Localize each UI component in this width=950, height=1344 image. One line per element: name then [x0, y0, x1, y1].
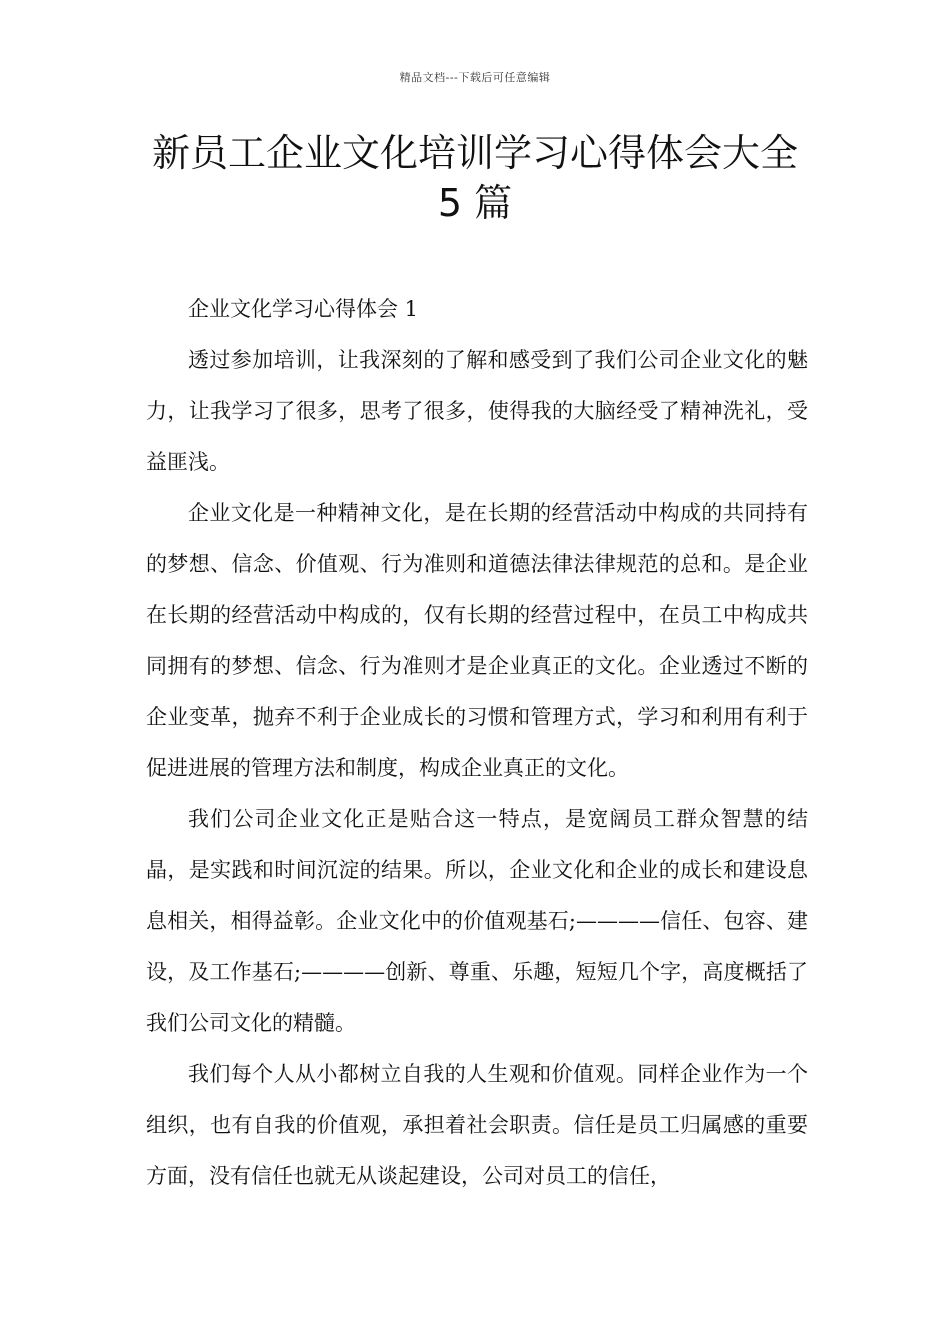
paragraph-4: 我们每个人从小都树立自我的人生观和价值观。同样企业作为一个组织，也有自我的价值观，承担着社会职责。信任是员工归属感的重要方面，没有信任也就无从谈起建设，公司对员工的信任， [146, 1062, 808, 1188]
paragraph-2: 企业文化是一种精神文化，是在长期的经营活动中构成的共同持有的梦想、信念、价值观、行为准则和道德法律法律规范的总和。是企业在长期的经营活动中构成的，仅有长期的经营过程中，在员工中构成共同拥有的梦想、信念、行为准则才是企业真正的文化。企业透过不断的企业变革，抛弃不利于企业成长的习惯和管理方式，学习和利用有利于促进进展的管理方法和制度，构成企业真正的文化。 [146, 501, 808, 780]
document-body [146, 284, 808, 1202]
paragraph-1: 透过参加培训，让我深刻的了解和感受到了我们公司企业文化的魅力，让我学习了很多，思考了很多，使得我的大脑经受了精神洗礼，受益匪浅。 [146, 348, 808, 474]
title-line-1: 新员工企业文化培训学习心得体会大全 [151, 131, 798, 175]
section-heading: 企业文化学习心得体会 1 [188, 297, 419, 321]
title-line-2: 5 篇 [437, 181, 513, 225]
header-note: 精品文档---下载后可任意编辑 [399, 71, 551, 84]
document-title [100, 128, 850, 228]
paragraph-3: 我们公司企业文化正是贴合这一特点，是宽阔员工群众智慧的结晶，是实践和时间沉淀的结果。所以，企业文化和企业的成长和建设息息相关，相得益彰。企业文化中的价值观基石;————信任、包容、建设，及工作基石;————创新、尊重、乐趣，短短几个字，高度概括了我们公司文化的精髓。 [146, 807, 808, 1035]
